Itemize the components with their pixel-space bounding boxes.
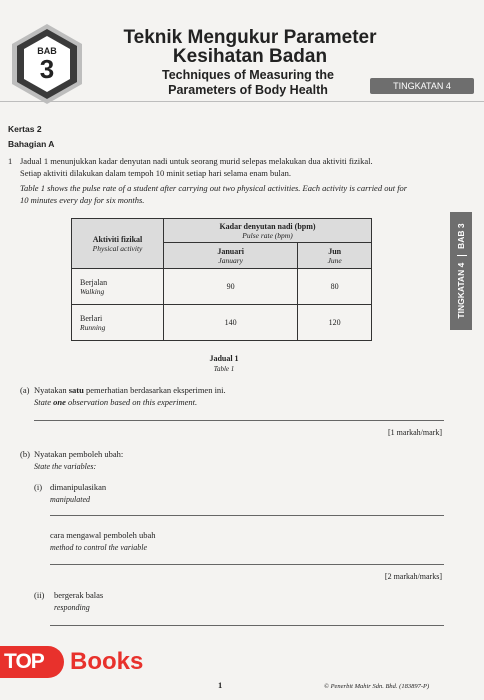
- part-b-control-en: method to control the variable: [50, 543, 148, 552]
- title-en-line1: Techniques of Measuring the: [161, 68, 334, 82]
- section-label: Bahagian A: [8, 139, 55, 149]
- part-b-question-en: State the variables:: [34, 462, 97, 471]
- part-a-marks: [1 markah/mark]: [388, 428, 442, 437]
- bab-label: BAB: [37, 46, 57, 56]
- table-caption-en: Table 1: [213, 365, 235, 373]
- question-number: 1: [8, 156, 13, 166]
- chapter-badge: [12, 24, 82, 104]
- header-divider: [0, 101, 484, 102]
- bab-number: 3: [39, 54, 55, 84]
- part-b-i-en: manipulated: [50, 495, 90, 504]
- answer-line[interactable]: [34, 420, 444, 421]
- part-b-i-ms: dimanipulasikan: [50, 482, 107, 492]
- logo-top-text: TOP: [4, 650, 44, 673]
- question-ms-line2: Setiap aktiviti dilakukan dalam tempoh 10 minit setiap hari selama enam bulan.: [20, 167, 291, 178]
- header-pulse-ms: Kadar denyutan nadi (bpm): [219, 221, 316, 231]
- tingkatan-badge: TINGKATAN 4: [370, 78, 474, 94]
- part-a-ms-bold: satu: [68, 385, 84, 395]
- header-activity-en: Physical activity: [92, 243, 143, 253]
- june-value: 120: [298, 305, 372, 341]
- title-ms-line1: Teknik Mengukur Parameter: [123, 27, 377, 48]
- header-january: [164, 243, 298, 269]
- question-en-line1: Table 1 shows the pulse rate of a student after carrying out two physical activities. Each activity is carried out for: [20, 183, 408, 193]
- activity-cell: [72, 269, 164, 305]
- part-a-label: (a): [20, 385, 30, 395]
- activity-en: Walking: [80, 286, 105, 296]
- chapter-title-en: [96, 68, 400, 98]
- header-pulse-en: Pulse rate (bpm): [242, 230, 293, 240]
- answer-line[interactable]: [50, 515, 444, 516]
- side-tab-tingkatan: TINGKATAN 4: [456, 262, 466, 319]
- activity-ms: Berjalan: [80, 277, 108, 287]
- header-june: [298, 243, 372, 269]
- header-activity: [72, 219, 164, 269]
- part-b-ii-en: responding: [54, 603, 90, 612]
- side-tab-divider: [457, 255, 467, 256]
- title-ms-line2: Kesihatan Badan: [172, 46, 328, 67]
- part-b-ii-label: (ii): [34, 590, 45, 600]
- title-en-line2: Parameters of Body Health: [168, 83, 328, 97]
- question-text-en: [20, 183, 450, 206]
- activity-en: Running: [80, 322, 106, 332]
- question-en-line2: 10 minutes every day for six months.: [20, 194, 145, 205]
- page-number: 1: [218, 680, 223, 690]
- part-b-i-label: (i): [34, 482, 43, 492]
- answer-line[interactable]: [50, 625, 444, 626]
- june-value: 80: [298, 269, 372, 305]
- table-caption-ms: Jadual 1: [209, 354, 239, 363]
- part-b-ii-ms: bergerak balas: [54, 590, 104, 600]
- activity-cell: [72, 305, 164, 341]
- header-january-en: January: [218, 255, 243, 265]
- pulse-rate-table: [71, 218, 372, 341]
- header-june-en: June: [327, 255, 342, 265]
- header-january-ms: Januari: [217, 246, 244, 256]
- january-value: 90: [164, 269, 298, 305]
- part-b-label: (b): [20, 449, 30, 459]
- part-b-question-ms: Nyatakan pemboleh ubah:: [34, 449, 124, 459]
- part-a-ms-post: pemerhatian berdasarkan eksperimen ini.: [83, 385, 226, 395]
- header-activity-ms: Aktiviti fizikal: [92, 234, 143, 244]
- copyright-notice: © Penerbit Mahir Sdn. Bhd. (183897-P): [324, 683, 430, 690]
- part-a-en-bold: one: [53, 397, 66, 407]
- answer-line[interactable]: [50, 564, 444, 565]
- paper-label: Kertas 2: [8, 124, 42, 134]
- activity-ms: Berlari: [80, 313, 103, 323]
- part-b-marks: [2 markah/marks]: [384, 572, 442, 581]
- part-b-control-ms: cara mengawal pemboleh ubah: [50, 530, 156, 540]
- part-a-question-ms: [34, 385, 444, 397]
- question-text-ms: [20, 156, 450, 179]
- chapter-title-ms: [100, 28, 400, 66]
- question-ms-line1: Jadual 1 menunjukkan kadar denyutan nadi untuk seorang murid selepas melakukan dua aktiviti fizikal.: [20, 156, 373, 166]
- part-a-en-pre: State: [34, 397, 54, 407]
- january-value: 140: [164, 305, 298, 341]
- part-a-question-en: [34, 397, 444, 409]
- chapter-header: [0, 0, 484, 118]
- header-pulse-rate: [164, 219, 372, 243]
- side-tab-bab: BAB 3: [456, 223, 466, 249]
- side-chapter-tab: [450, 212, 472, 330]
- side-tab-text: [453, 212, 469, 330]
- part-a-en-post: observation based on this experiment.: [65, 397, 198, 407]
- table-row: [72, 305, 372, 341]
- header-june-ms: Jun: [328, 246, 342, 256]
- table-row: [72, 269, 372, 305]
- topbooks-logo: [0, 642, 190, 682]
- part-a-ms-pre: Nyatakan: [34, 385, 69, 395]
- logo-books-text: Books: [70, 648, 144, 675]
